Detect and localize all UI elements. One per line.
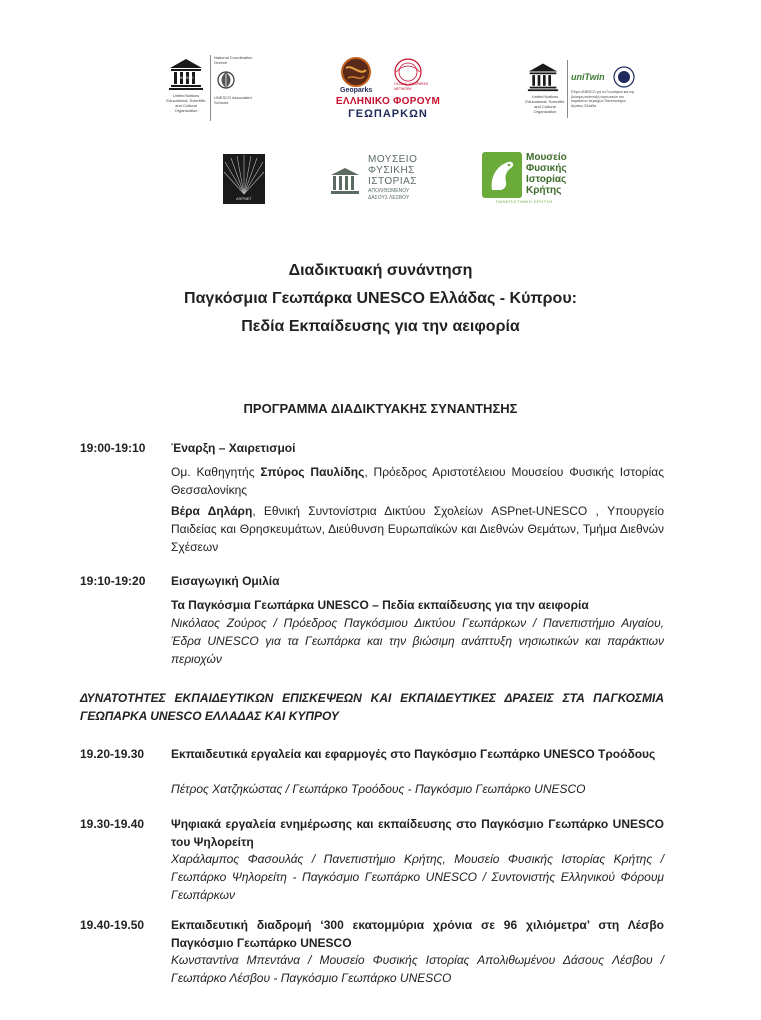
session1-title: Έναρξη – Χαιρετισμοί bbox=[171, 441, 296, 455]
national-coordination-text: National Coordination Greece bbox=[214, 55, 253, 65]
geoparks-forum-line2: ΓΕΩΠΑΡΚΩΝ bbox=[348, 108, 428, 120]
session4-speaker: Χαράλαμπος Φασουλάς / Πανεπιστήμιο Κρήτης, Μουσείο Φυσικής Ιστορίας Κρήτης / Γεωπάρκο Ψηλορείτη - Παγκόσμιο Γεωπάρκο UNESCO / Συντονιστής Ελληνικού Φόρουμ Γεωπάρκων bbox=[171, 852, 664, 902]
session4-time: 19.30-19.40 bbox=[80, 817, 145, 831]
session2-speaker: Νικόλαος Ζούρος / Πρόεδρος Παγκόσμιου Δικτύου Γεωπάρκων / Πανεπιστήμιο Αιγαίου, Έδρα UNESCO για τα Γεωπάρκα και την βιώσιμη ανάπτυξη νησιωτικών και παράκτιων περιοχών bbox=[171, 616, 664, 666]
title-line3: Πεδία Εκπαίδευσης για την αειφορία bbox=[241, 318, 520, 335]
museum-building-icon bbox=[330, 166, 360, 196]
asp-leaf-icon bbox=[216, 69, 236, 91]
session1-time: 19:00-19:10 bbox=[80, 441, 146, 455]
unesco-temple-icon bbox=[527, 60, 559, 92]
session2-time: 19:10-19:20 bbox=[80, 574, 146, 588]
aspnet-label: ASPNET bbox=[235, 196, 252, 201]
logo-divider bbox=[210, 55, 211, 121]
global-geoparks-text: GLOBAL GEOPARKS NETWORK bbox=[394, 82, 429, 91]
unesco-temple-icon bbox=[168, 55, 204, 91]
title-line2: Παγκόσμια Γεωπάρκα UNESCO Ελλάδας - Κύπρου: bbox=[184, 290, 577, 307]
museum-lesvos-line3: ΙΣΤΟΡΙΑΣ bbox=[368, 176, 417, 187]
section-heading: ΔΥΝΑΤΟΤΗΤΕΣ ΕΚΠΑΙΔΕΥΤΙΚΩΝ ΕΠΙΣΚΕΨΕΩΝ ΚΑΙ ΕΚΠΑΙΔΕΥΤΙΚΕΣ ΔΡΑΣΕΙΣ ΣΤΑ ΠΑΓΚΟΣΜΙΑ ΓΕΩΠΑΡΚΑ UNESCO ΕΛΛΑΔΑΣ ΚΑΙ ΚΥΠΡΟΥ bbox=[80, 691, 664, 723]
svg-text:UNESCO: UNESCO bbox=[178, 76, 194, 80]
title-line1: Διαδικτυακή συνάντηση bbox=[288, 262, 473, 279]
unitwin-label: uniTwin bbox=[571, 72, 605, 82]
unesco-chair-text: Έδρα UNESCO για τα Γεωπάρκα και την βιώσιμη ανάπτυξη νησιωτικών και παράκτιων περιοχών Πανεπιστήμιο Αιγαίου, Ελλάδα bbox=[571, 90, 635, 108]
geoparks-small-label: Geoparks bbox=[340, 87, 373, 94]
session4-title: Ψηφιακά εργαλεία ενημέρωσης και εκπαίδευσης στο Παγκόσμιο Γεωπάρκο UNESCO του Ψηλορείτη bbox=[171, 817, 664, 849]
program-heading: ΠΡΟΓΡΑΜΜΑ ΔΙΑΔΙΚΤΥΑΚΗΣ ΣΥΝΑΝΤΗΣΗΣ bbox=[243, 401, 518, 416]
museum-crete-sub: ΠΑΝΕΠΙΣΤΗΜΙΟ ΚΡΗΤΗΣ bbox=[496, 199, 554, 204]
museum-crete-line2: Φυσικής bbox=[526, 163, 567, 174]
eagle-icon bbox=[482, 152, 522, 198]
museum-lesvos-line5: ΔΑΣΟΥΣ ΛΕΣΒΟΥ bbox=[368, 195, 410, 201]
session2-title: Εισαγωγική Ομιλία bbox=[171, 574, 280, 588]
asp-schools-text: UNESCO Associated Schools bbox=[214, 95, 252, 105]
museum-crete-line1: Μουσείο bbox=[526, 152, 567, 163]
geoparks-forum-line1: ΕΛΛΗΝΙΚΟ ΦΟΡΟΥΜ bbox=[335, 96, 441, 107]
sunburst-icon bbox=[223, 154, 265, 196]
aspnet-sunburst-logo bbox=[223, 154, 265, 204]
museum-crete-line4: Κρήτης bbox=[526, 185, 562, 196]
unesco-unitwin-logo bbox=[527, 60, 639, 122]
geoparks-forum-logo bbox=[334, 52, 442, 122]
session5-speaker: Κωνσταντίνα Μπεντάνα / Μουσείο Φυσικής Ιστορίας Απολιθωμένου Δάσους Λέσβου / Γεωπάρκο Λέσβου - Παγκόσμιο Γεωπάρκο UNESCO bbox=[171, 953, 664, 985]
speaker2-name: Βέρα Δηλάρη bbox=[171, 504, 253, 518]
session1-speaker1 bbox=[171, 463, 664, 499]
session5-time: 19.40-19.50 bbox=[80, 918, 145, 932]
museum-lesvos-line4: ΑΠΟΛΙΘΩΜΕΝΟΥ bbox=[368, 188, 410, 194]
logo-divider bbox=[567, 60, 568, 118]
session3-time: 19.20-19.30 bbox=[80, 747, 145, 761]
speaker1-name: Σπύρος Παυλίδης bbox=[260, 465, 365, 479]
session3-title: Εκπαιδευτικά εργαλεία και εφαρμογές στο Παγκόσμιο Γεωπάρκο UNESCO Τροόδους bbox=[171, 747, 656, 761]
museum-crete-line3: Ιστορίας bbox=[526, 174, 567, 185]
session3-speaker: Πέτρος Χατζηκώστας / Γεωπάρκο Τροόδους - Παγκόσμιο Γεωπάρκο UNESCO bbox=[171, 782, 586, 796]
museum-lesvos-logo bbox=[330, 154, 434, 206]
unesco-org-text: United Nations Educational, Scientific and Cultural Organization bbox=[166, 93, 206, 113]
speaker2-affiliation: , Εθνική Συντονίστρια Δικτύου Σχολείων ASPnet-UNESCO , Υπουργείο Παιδείας και Θρησκευμάτων, Διεύθυνση Ευρωπαϊκών και Διεθνών Θεμάτων, Τμήμα Διεθνών Σχέσεων bbox=[171, 504, 664, 554]
museum-lesvos-line2: ΦΥΣΙΚΗΣ bbox=[368, 165, 415, 176]
speaker1-prefix: Ομ. Καθηγητής bbox=[171, 465, 261, 479]
unesco-org-text: United Nations Educational, Scientific and Cultural Organization bbox=[525, 94, 565, 114]
crete-eagle-badge bbox=[482, 152, 522, 198]
session5-title: Εκπαιδευτική διαδρομή ‘300 εκατομμύρια χρόνια σε 96 χιλιόμετρα’ στη Λέσβο Παγκόσμιο Γεωπάρκο UNESCO bbox=[171, 918, 664, 950]
session2-talk: Τα Παγκόσμια Γεωπάρκα UNESCO – Πεδία εκπαίδευσης για την αειφορία bbox=[171, 598, 589, 612]
museum-lesvos-line1: ΜΟΥΣΕΙΟ bbox=[368, 154, 418, 165]
aegean-university-emblem-icon bbox=[613, 66, 635, 88]
session1-speaker2 bbox=[171, 502, 664, 556]
geoparks-globe-icon bbox=[340, 56, 372, 88]
speaker1-affiliation: , Πρόεδρος Αριστοτέλειου Μουσείου Φυσικής Ιστορίας Θεσσαλονίκης bbox=[171, 465, 664, 497]
unesco-aspnet-logo bbox=[168, 55, 260, 121]
museum-crete-logo bbox=[482, 152, 584, 206]
